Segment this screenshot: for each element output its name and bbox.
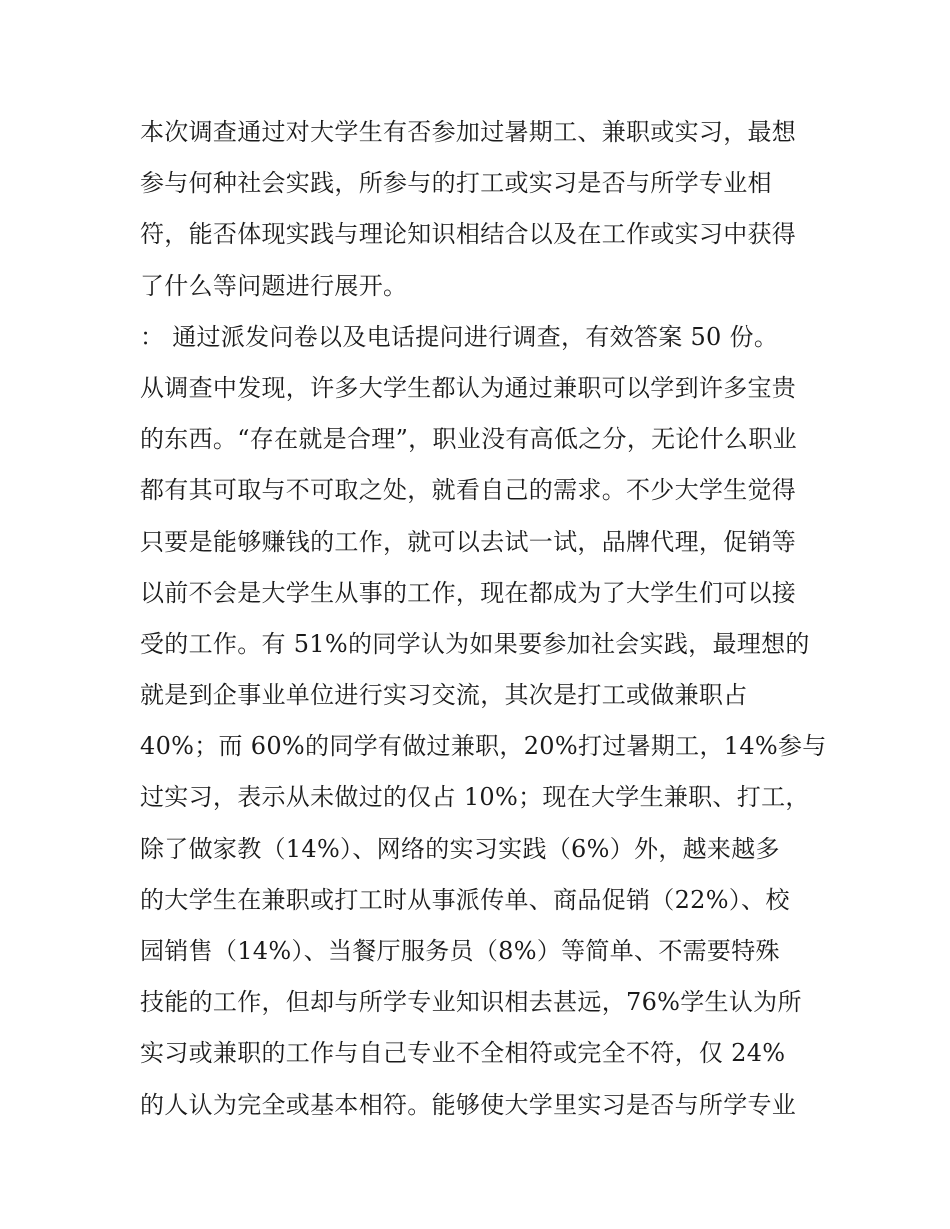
text-line: 除了做家教（14%）、网络的实习实践（6%）外，越来越多 [140,834,780,863]
text-line: 技能的工作，但却与所学专业知识相去甚远，76%学生认为所 [140,988,802,1017]
text-line: 只要是能够赚钱的工作，就可以去试一试，品牌代理，促销等 [140,527,797,556]
text-line: 40%；而 60%的同学有做过兼职，20%打过暑期工，14%参与 [140,732,827,761]
text-line: 符，能否体现实践与理论知识相结合以及在工作或实习中获得 [140,220,797,249]
text-line: 园销售（14%）、当餐厅服务员（8%）等简单、不需要特殊 [140,937,780,965]
text-line: 就是到企事业单位进行实习交流，其次是打工或做兼职占 [140,681,748,710]
text-line: 从调查中发现，许多大学生都认为通过兼职可以学到许多宝贵 [140,373,797,402]
text-line: 以前不会是大学生从事的工作，现在都成为了大学生们可以接 [140,578,797,607]
text-line: 参与何种社会实践，所参与的打工或实习是否与所学专业相 [140,169,772,198]
text-line: 了什么等问题进行展开。 [140,271,408,300]
document-body [140,107,840,1131]
text-line: 受的工作。有 51%的同学认为如果要参加社会实践，最理想的 [140,629,810,658]
text-line: 实习或兼职的工作与自己专业不全相符或完全不符，仅 24% [140,1039,786,1068]
text-line: 都有其可取与不可取之处，就看自己的需求。不少大学生觉得 [140,476,797,505]
text-line: 的人认为完全或基本相符。能够使大学里实习是否与所学专业 [140,1090,797,1119]
text-line: 过实习，表示从未做过的仅占 10%；现在大学生兼职、打工， [140,783,810,812]
text-line: 的东西。“存在就是合理”，职业没有高低之分，无论什么职业 [140,425,797,454]
text-line: 的大学生在兼职或打工时从事派传单、商品促销（22%）、校 [140,885,790,914]
text-line: 本次调查通过对大学生有否参加过暑期工、兼职或实习，最想 [140,118,797,146]
text-line: ： 通过派发问卷以及电话提问进行调查，有效答案 50 份。 [140,322,779,351]
